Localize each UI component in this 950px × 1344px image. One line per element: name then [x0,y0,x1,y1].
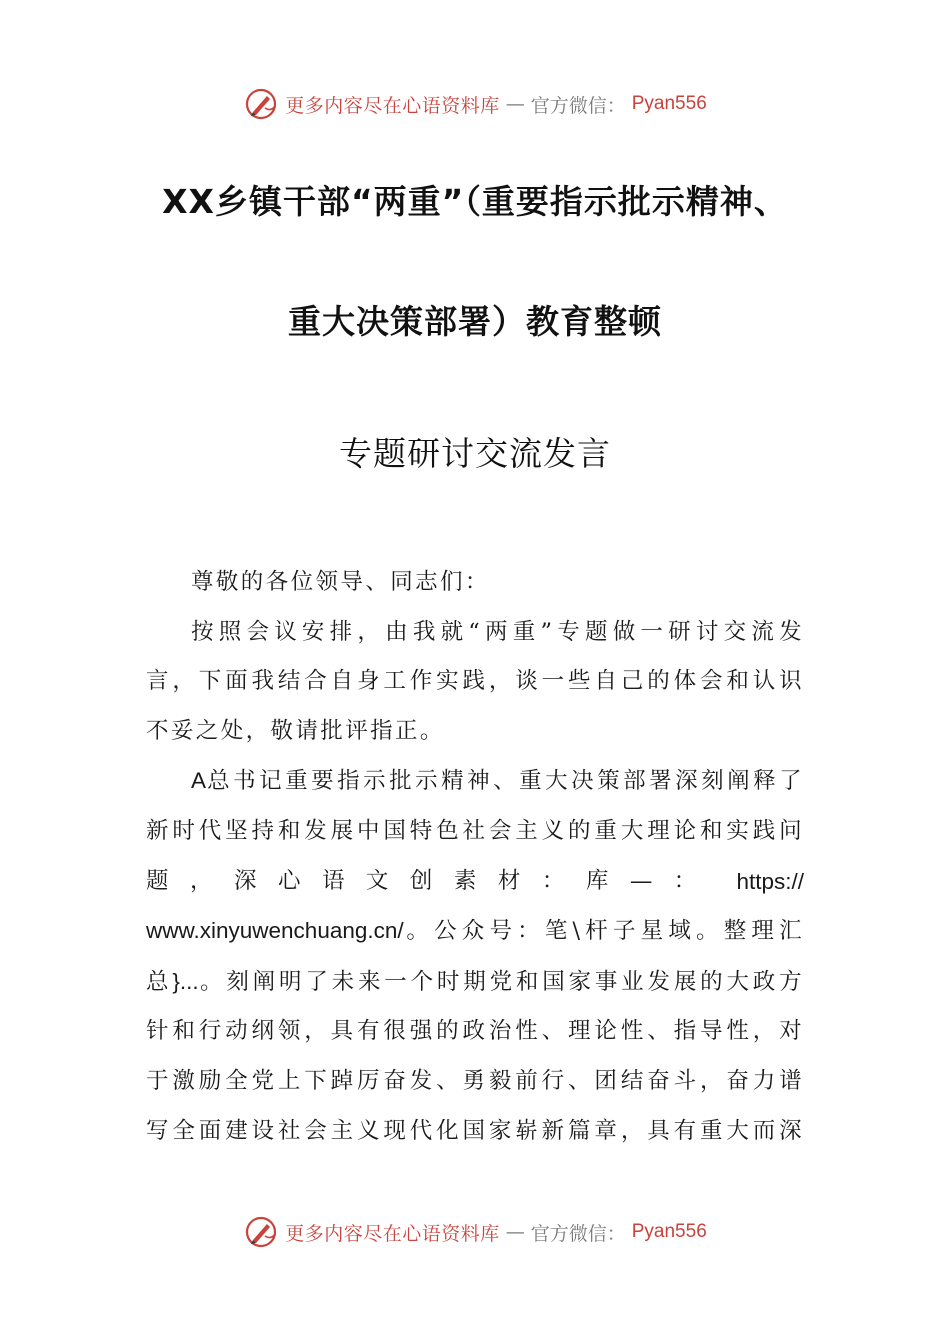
spread-char: 库 [585,867,609,894]
document-subtitle: 专题研讨交流发言 [339,434,611,473]
greeting-paragraph [146,558,804,608]
pen-logo-icon [243,86,279,122]
paragraph-2-initial: A [191,768,207,794]
banner-dash: — [505,93,525,115]
paragraph-2-line-8: 写全面建设社会主义现代化国家崭新篇章，具有重大而深 [146,1117,804,1144]
paragraph-2 [146,756,804,1156]
spread-char: 题 [146,867,169,894]
paragraph-2-line-1-text: 总书记重要指示批示精神、重大决策部署深刻阐释了 [206,768,804,795]
paragraph-2-url: www.xinyuwenchuang.cn/ [146,918,404,944]
footer-banner [0,1212,950,1252]
banner-wechat-id: Pyan556 [631,93,707,114]
footer-sub-text: 官方微信： [530,1222,626,1245]
footer-wechat-id: Pyan556 [631,1221,707,1242]
paragraph-2-line-4-text: 。公众号：笔\杆子星域。整理汇 [403,918,804,945]
spread-char: ： [673,867,697,894]
paragraph-2-line-7: 于激励全党上下踔厉奋发、勇毅前行、团结奋斗，奋力谱 [146,1067,804,1094]
banner-sub-text: 官方微信： [530,94,626,117]
paragraph-2-line-1 [146,756,804,807]
document-title-line-1: XX乡镇干部“两重”（重要指示批示精神、 [162,182,788,221]
spread-char: 语 [321,867,345,894]
document-body [146,558,804,1156]
spread-char: 深 [233,867,257,894]
paragraph-1-line-2: 言，下面我结合自身工作实践，谈一些自己的体会和认识 [146,668,804,695]
spread-char: 文 [365,867,389,894]
paragraph-2-line-4 [146,906,804,957]
paragraph-2-line-5-c: 。刻阐明了未来一个时期党和国家事业发展的大政方 [198,968,804,995]
spread-char: ： [541,867,565,894]
footer-dash: — [505,1221,525,1243]
footer-brand-text: 更多内容尽在心语资料库 [285,1222,500,1245]
paragraph-2-line-3-spread [146,857,736,907]
spread-char: 心 [277,867,301,894]
paragraph-2-line-5 [146,957,804,1008]
spread-char: 素 [453,867,477,894]
pen-logo-icon [243,1214,279,1250]
paragraph-2-line-2: 新时代坚持和发展中国特色社会主义的重大理论和实践问 [146,817,804,844]
paragraph-2-line-5-a: 总 [146,968,173,995]
spread-char: 创 [409,867,433,894]
document-title-line-2: 重大决策部署）教育整顿 [288,302,662,341]
spread-char: ， [189,867,213,894]
banner-brand-text: 更多内容尽在心语资料库 [285,94,500,117]
spread-char: 材 [497,867,521,894]
paragraph-1-line-1: 按照会议安排，由我就“两重”专题做一研讨交流发 [191,618,804,645]
spread-char: — [629,867,653,894]
header-banner [0,84,950,124]
paragraph-1-line-3: 不妥之处，敬请批评指正。 [146,717,445,744]
paragraph-2-line-6: 针和行动纲领，具有很强的政治性、理论性、指导性，对 [146,1018,804,1045]
greeting-text: 尊敬的各位领导、同志们： [191,569,490,595]
paragraph-2-line-3 [146,857,804,907]
paragraph-2-url-prefix: https:// [736,868,804,894]
paragraph-2-line-5-b: }... [172,968,199,994]
paragraph-1 [146,608,804,757]
